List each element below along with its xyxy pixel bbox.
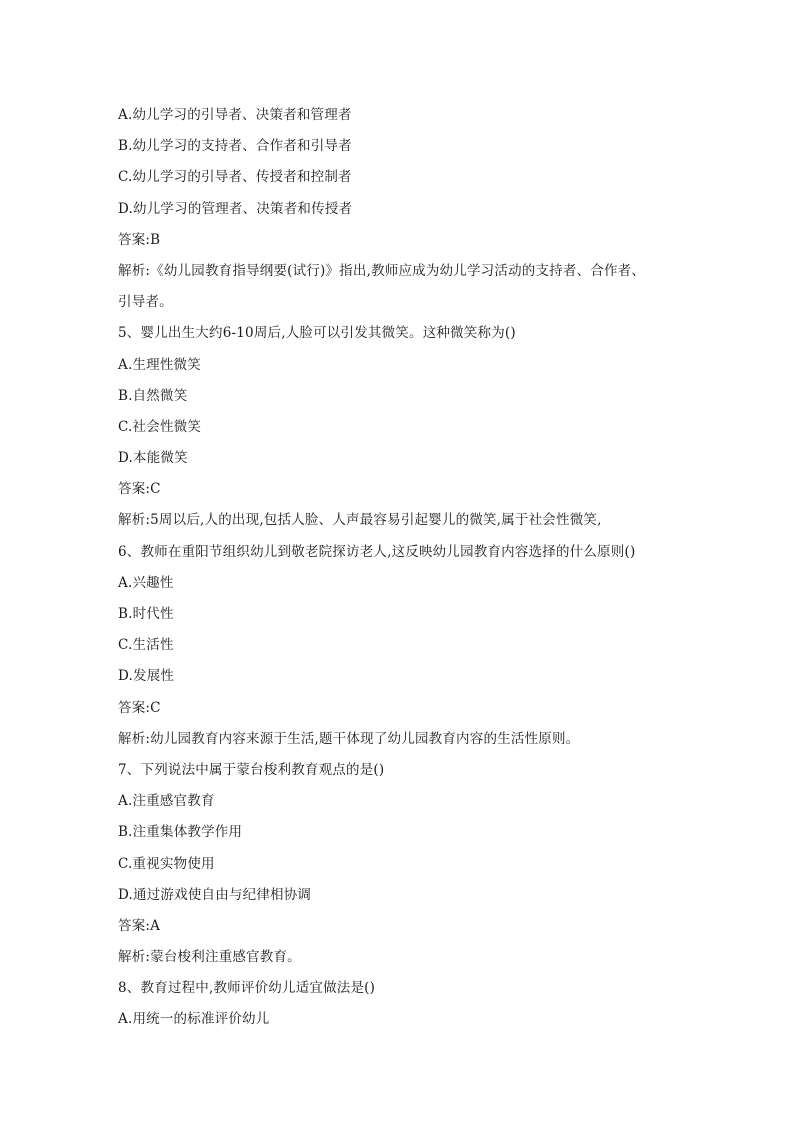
option-line: A.注重感官教育 [118, 793, 215, 810]
question-line: 5、婴儿出生大约6-10周后,人脸可以引发其微笑。这种微笑称为() [118, 325, 516, 342]
analysis-line: 解析:蒙台梭利注重感官教育。 [118, 949, 301, 966]
option-line: B.注重集体教学作用 [118, 824, 243, 841]
question-line: 7、下列说法中属于蒙台梭利教育观点的是() [118, 761, 385, 778]
analysis-line: 解析:《幼儿园教育指导纲要(试行)》指出,教师应成为幼儿学习活动的支持者、合作者、 [118, 262, 646, 279]
answer-line: 答案:A [118, 917, 161, 934]
answer-line: 答案:C [118, 481, 161, 498]
option-line: A.兴趣性 [118, 574, 174, 591]
option-line: A.幼儿学习的引导者、决策者和管理者 [118, 107, 352, 123]
option-line: D.本能微笑 [118, 450, 188, 467]
option-line: B.幼儿学习的支持者、合作者和引导者 [118, 138, 352, 155]
option-line: A.用统一的标准评价幼儿 [118, 1011, 270, 1028]
question-line: 8、教育过程中,教师评价幼儿适宜做法是() [118, 980, 376, 997]
option-line: D.发展性 [118, 668, 175, 685]
exam-content [118, 100, 678, 1036]
option-line: D.幼儿学习的管理者、决策者和传授者 [118, 200, 353, 217]
analysis-line: 引导者。 [118, 294, 173, 311]
option-line: C.生活性 [118, 637, 174, 654]
answer-line: 答案:C [118, 699, 161, 716]
question-line: 6、教师在重阳节组织幼儿到敬老院探访老人,这反映幼儿园教育内容选择的什么原则() [118, 543, 636, 560]
option-line: B.自然微笑 [118, 387, 188, 404]
answer-line: 答案:B [118, 231, 161, 248]
option-line: C.社会性微笑 [118, 418, 202, 435]
option-line: C.重视实物使用 [118, 855, 215, 872]
analysis-line: 解析:幼儿园教育内容来源于生活,题干体现了幼儿园教育内容的生活性原则。 [118, 730, 580, 747]
option-line: D.通过游戏使自由与纪律相协调 [118, 886, 312, 903]
option-line: A.生理性微笑 [118, 356, 201, 373]
analysis-line: 解析:5周以后,人的出现,包括人脸、人声最容易引起婴儿的微笑,属于社会性微笑, [118, 512, 602, 529]
option-line: C.幼儿学习的引导者、传授者和控制者 [118, 169, 352, 186]
option-line: B.时代性 [118, 606, 174, 622]
